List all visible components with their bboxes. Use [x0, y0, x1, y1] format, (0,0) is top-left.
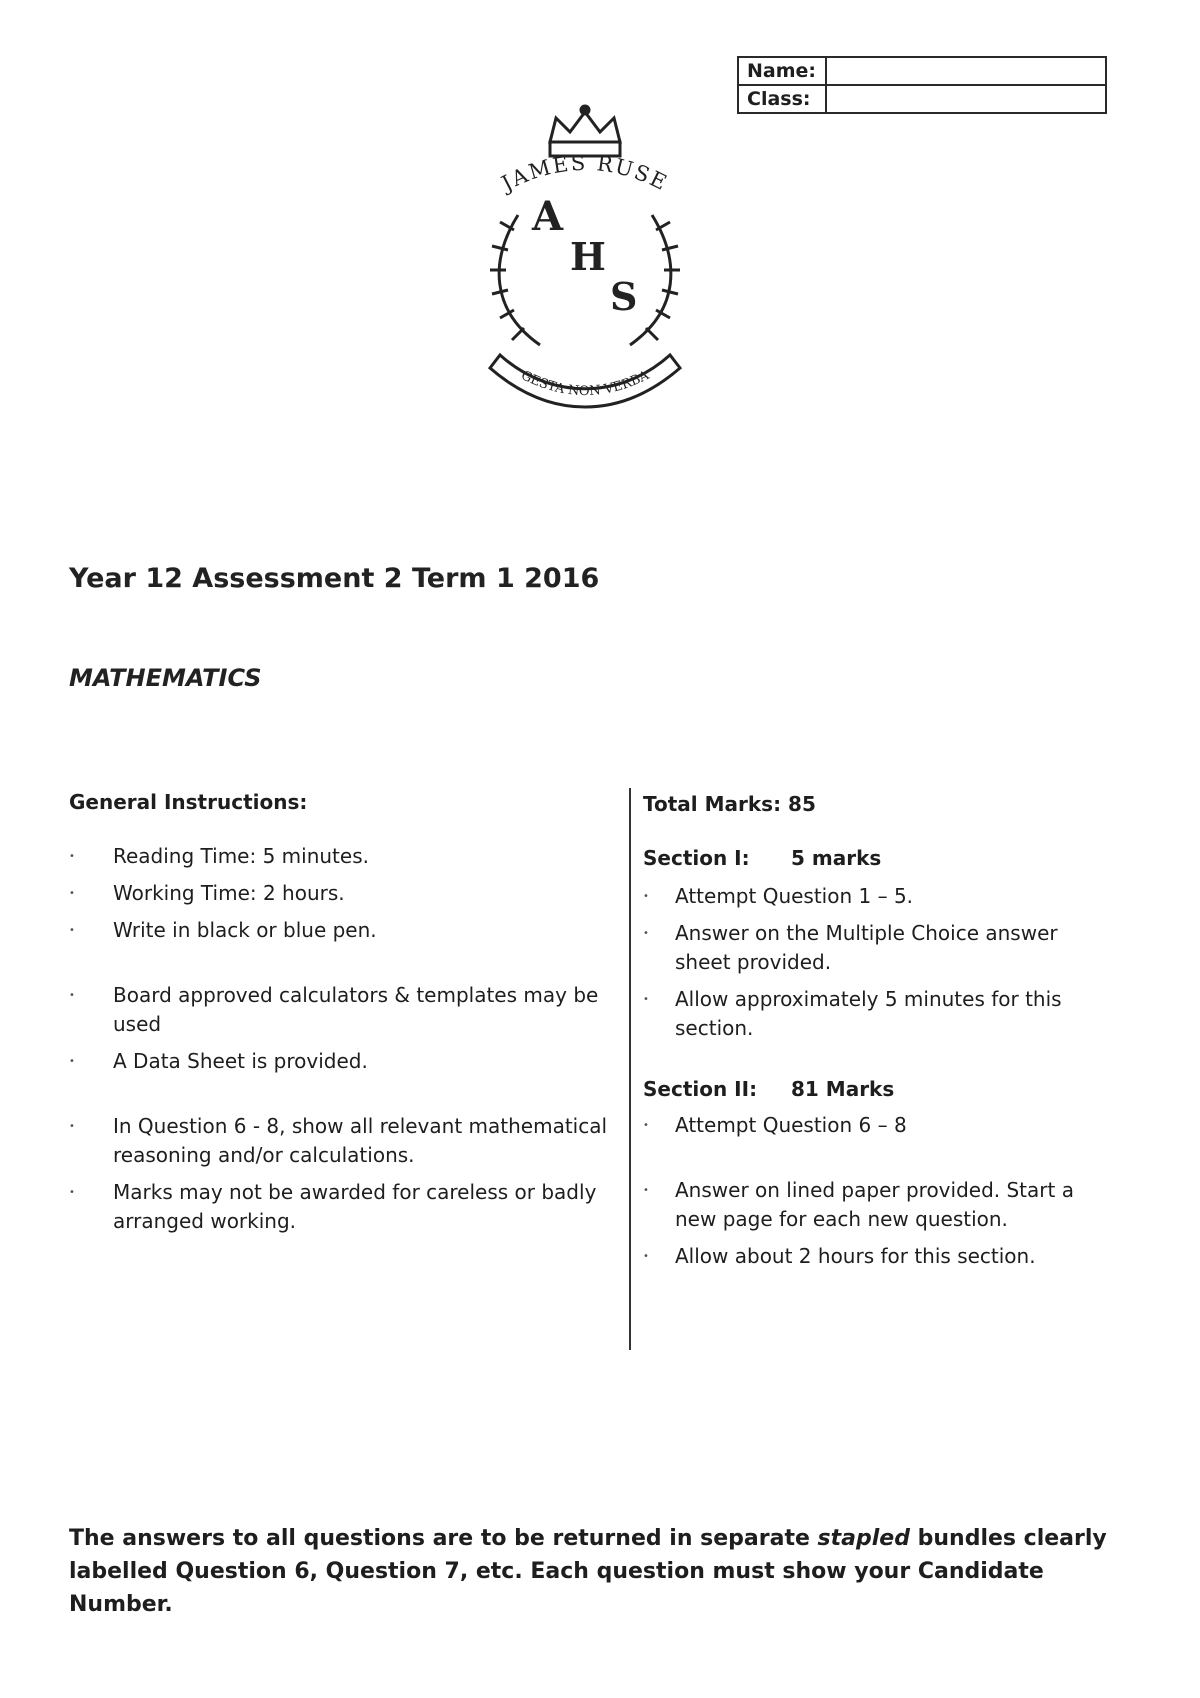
instruction-item: • Write in black or blue pen.	[69, 916, 609, 945]
crest-letter-h: H	[570, 234, 606, 279]
section-2-name: Section II:	[643, 1077, 758, 1101]
section-2-heading	[643, 1077, 1103, 1101]
svg-text:JAMES RUSE	[496, 151, 672, 197]
section-1-marks: 5 marks	[791, 846, 882, 870]
crest-motto: GESTA NON VERBA	[518, 368, 652, 400]
instruction-item: • A Data Sheet is provided.	[69, 1047, 609, 1076]
section-2-item: • Allow about 2 hours for this section.	[643, 1242, 1103, 1271]
general-instructions	[69, 790, 609, 1236]
name-label: Name:	[738, 57, 826, 85]
crest-letter-a: A	[532, 193, 564, 240]
section-2-item: • Answer on lined paper provided. Start a new page for each new question.	[643, 1176, 1103, 1234]
instruction-item: • In Question 6 - 8, show all relevant mathematical reasoning and/or calculations.	[69, 1112, 609, 1170]
instruction-item: • Marks may not be awarded for careless or badly arranged working.	[69, 1178, 609, 1236]
submission-note-part2: bundles clearly labelled Question 6, Question 7, etc. Each question must show your Candidate Number.	[69, 1526, 1107, 1617]
school-crest-logo	[470, 100, 700, 420]
section-1-heading	[643, 846, 1103, 870]
submission-note-emphasis: stapled	[817, 1526, 910, 1551]
instruction-item: • Working Time: 2 hours.	[69, 879, 609, 908]
crest-school-name: JAMES RUSE	[497, 150, 673, 196]
section-2-item: • Attempt Question 6 – 8	[643, 1111, 1103, 1140]
marks-summary	[643, 792, 1103, 1271]
total-marks: Total Marks: 85	[643, 792, 816, 816]
crest-letter-s: S	[610, 274, 638, 319]
submission-note-part1: The answers to all questions are to be returned in separate	[69, 1526, 818, 1551]
column-divider	[629, 788, 631, 1350]
class-field[interactable]	[826, 85, 1106, 113]
student-details-box	[737, 56, 1107, 114]
general-instructions-heading: General Instructions:	[69, 790, 308, 814]
subject-title: MATHEMATICS	[69, 664, 262, 692]
section-2-marks: 81 Marks	[791, 1077, 895, 1101]
section-1-item: • Attempt Question 1 – 5.	[643, 882, 1103, 911]
page-title: Year 12 Assessment 2 Term 1 2016	[69, 563, 600, 594]
instruction-item: • Board approved calculators & templates may be used	[69, 981, 609, 1039]
section-1-item: • Allow approximately 5 minutes for this section.	[643, 985, 1103, 1043]
section-1-item: • Answer on the Multiple Choice answer sheet provided.	[643, 919, 1103, 977]
instruction-item: • Reading Time: 5 minutes.	[69, 842, 609, 871]
section-1-name: Section I:	[643, 846, 750, 870]
class-label: Class:	[738, 85, 826, 113]
submission-note	[69, 1522, 1109, 1621]
name-field[interactable]	[826, 57, 1106, 85]
